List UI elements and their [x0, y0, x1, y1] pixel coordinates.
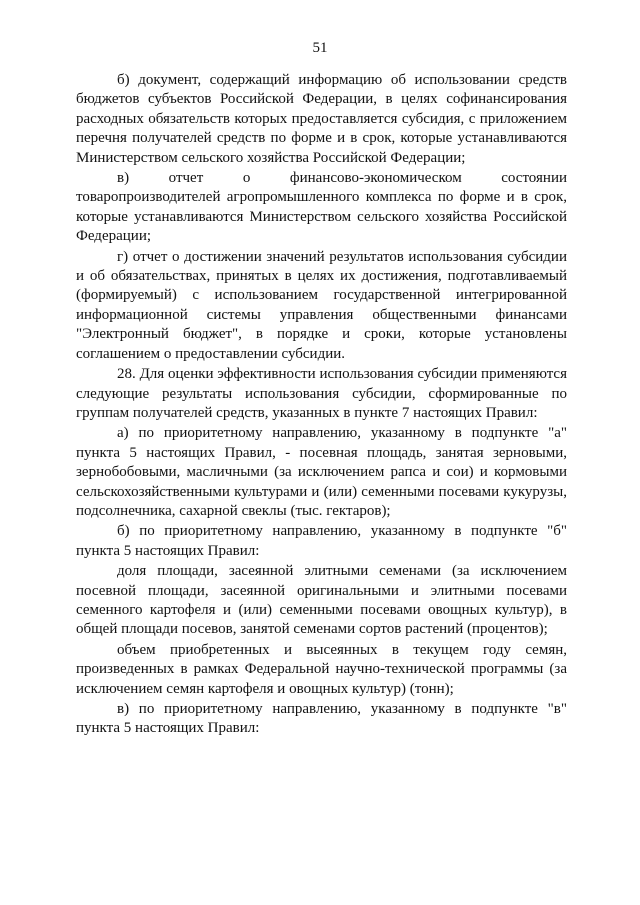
page-number: 51 — [312, 40, 328, 56]
paragraph-a-sown-area: а) по приоритетному направлению, указанному в подпункте "а" пункта 5 настоящих Правил, - посевная площадь, занятая зерновыми, зернобобовыми, масличными (за исключением рапса и сои) и кормовыми сельскохозяйственными культурами и (или) семенными посевами кукурузы, подсолнечника, сахарной свеклы (тыс. гектаров); — [76, 425, 567, 519]
paragraph-b-report-document: б) документ, содержащий информацию об использовании средств бюджетов субъектов Российской Федерации, в целях софинансирования расходных обязательств которых предоставляется субсидия, с приложением перечня получателей средств по форме и в срок, которые устанавливаются Министерством сельского хозяйства Российской Федерации; — [76, 72, 567, 166]
paragraph-v-priority-direction: в) по приоритетному направлению, указанному в подпункте "в" пункта 5 настоящих Правил: — [76, 701, 567, 737]
paragraph-v-financial-report: в) отчет о финансово-экономическом состоянии товаропроизводителей агропромышленного комплекса по форме и в срок, которые устанавливаются Министерством сельского хозяйства Российской Федерации; — [76, 170, 567, 245]
paragraph-b-priority-direction: б) по приоритетному направлению, указанному в подпункте "б" пункта 5 настоящих Правил: — [76, 523, 567, 559]
paragraph-28-evaluation: 28. Для оценки эффективности использования субсидии применяются следующие результаты использования субсидии, сформированные по группам получателей средств, указанных в пункте 7 настоящих Правил: — [76, 366, 567, 421]
paragraph-seeds-volume: объем приобретенных и высеянных в текущем году семян, произведенных в рамках Федеральной научно-технической программы (за исключением семян картофеля и овощных культур) (тонн); — [76, 641, 567, 697]
paragraph-elite-seeds-share: доля площади, засеянной элитными семенами (за исключением посевной площади, засеянной оригинальными и элитными посевами семенного картофеля и (или) семенными посевами овощных культур), в общей площади посевов, занятой семенами сортов растений (процентов); — [76, 563, 567, 638]
paragraph-g-results-report: г) отчет о достижении значений результатов использования субсидии и об обязательствах, принятых в целях их достижения, подготавливаемый (формируемый) с использованием государственной интегрированной информационной системы управления общественными финансами "Электронный бюджет", в порядке и сроки, которые установлены соглашением о предоставлении субсидии. — [76, 248, 567, 362]
document-body — [76, 71, 567, 739]
